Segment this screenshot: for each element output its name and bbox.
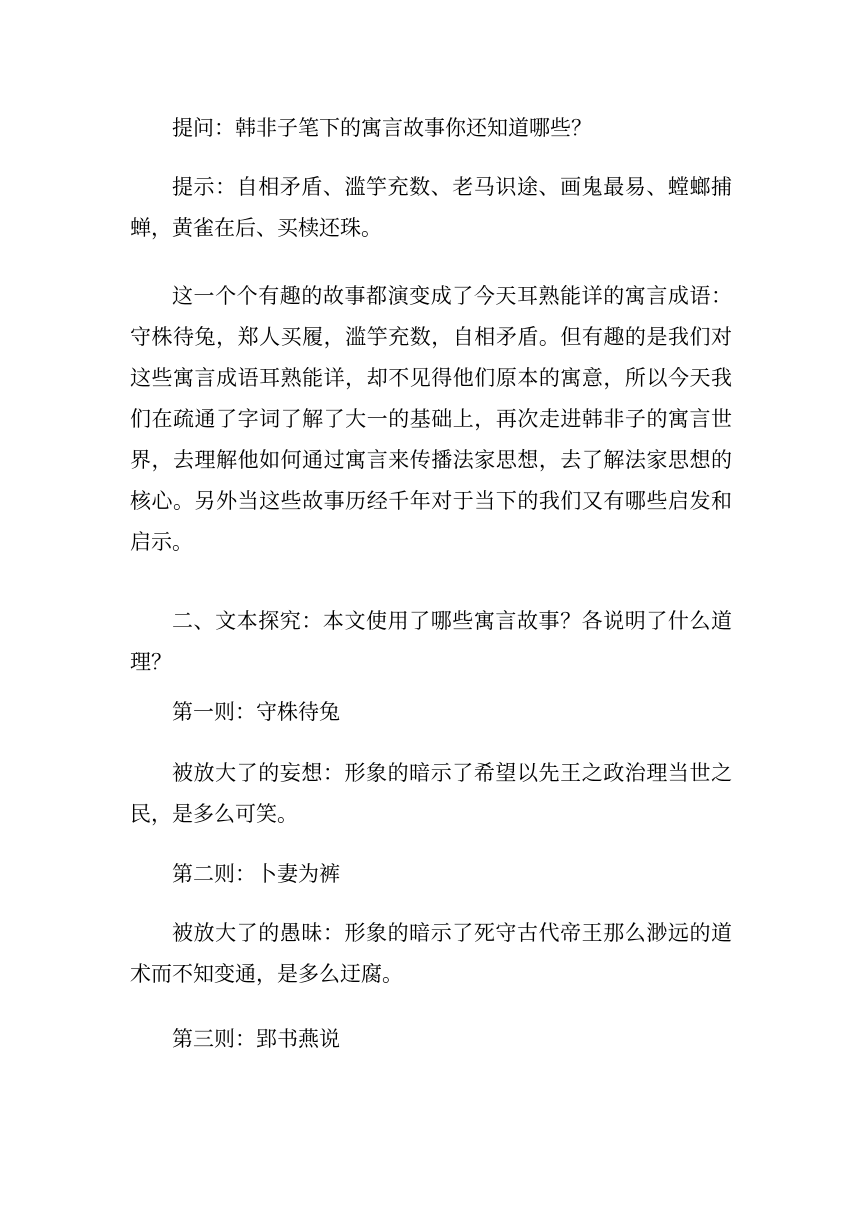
story-one-explanation: 被放大了的妄想：形象的暗示了希望以先王之政治理当世之民，是多么可笑。: [130, 761, 732, 826]
hint-paragraph: 提示：自相矛盾、滥竽充数、老马识途、画鬼最易、螳螂捕蝉，黄雀在后、买椟还珠。: [130, 175, 732, 240]
intro-paragraph: 这一个个有趣的故事都演变成了今天耳熟能详的寓言成语：守株待兔，郑人买履，滥竽充数，自相矛盾。但有趣的是我们对这些寓言成语耳熟能详，却不见得他们原本的寓意，所以今天我们在疏通了字词了解了大一的基础上，再次走进韩非子的寓言世界，去理解他如何通过寓言来传播法家思想，去了解法家思想的核心。另外当这些故事历经千年对于当下的我们又有哪些启发和启示。: [130, 284, 732, 554]
story-two-title: 第二则：卜妻为裤: [172, 862, 340, 886]
story-one-title: 第一则：守株待兔: [172, 700, 340, 724]
story-two-explanation: 被放大了的愚昧：形象的暗示了死守古代帝王那么渺远的道术而不知变通，是多么迂腐。: [130, 921, 732, 986]
section-heading: 二、文本探究：本文使用了哪些寓言故事？各说明了什么道理？: [130, 609, 732, 674]
story-three-title: 第三则：郢书燕说: [172, 1027, 340, 1051]
question-paragraph: 提问：韩非子笔下的寓言故事你还知道哪些？: [172, 116, 592, 140]
